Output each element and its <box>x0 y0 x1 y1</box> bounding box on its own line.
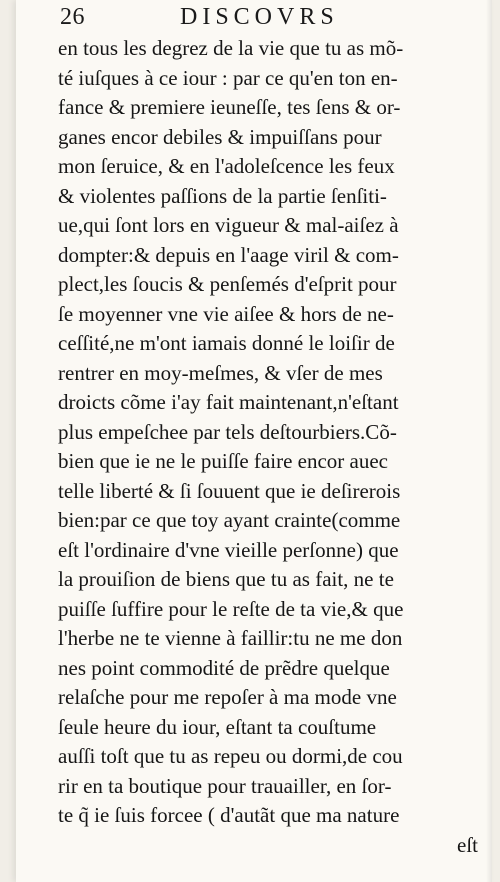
text-line: ue,qui ſont lors en vigueur & mal-aiſez à <box>58 213 399 237</box>
text-line: eſt l'ordinaire d'vne vieille perſonne) que <box>58 537 399 562</box>
text-line: ganes encor debiles & impuiſſans pour <box>58 124 382 149</box>
text-line: telle liberté & ſi ſouuent que ie deſirerois <box>58 478 401 503</box>
text-line: té iuſques à ce iour : par ce qu'en ton en- <box>58 65 398 90</box>
text-line: & violentes paſſions de la partie ſenſiti- <box>58 183 387 208</box>
running-head: DISCOVRS <box>180 4 339 30</box>
text-line: plus empeſchee par tels deſtourbiers.Cõ- <box>58 419 397 444</box>
text-line: en tous les degrez de la vie que tu as mõ- <box>58 36 404 60</box>
body-text <box>58 34 488 860</box>
text-line: la prouiſion de biens que tu as fait, ne te <box>58 567 394 591</box>
text-line: puiſſe ſuffire pour le reſte de ta vie,& que <box>58 596 404 621</box>
page-edge-shade <box>486 0 492 882</box>
text-line: ſe moyenner vne vie aiſee & hors de ne- <box>58 301 394 326</box>
text-line: ſeule heure du iour, eſtant ta couſtume <box>58 714 377 739</box>
text-line: mon ſeruice, & en l'adoleſcence les feux <box>58 154 395 178</box>
text-line: bien que ie ne le puiſſe faire encor auec <box>58 449 388 473</box>
text-line: relaſche pour me repoſer à ma mode vne <box>58 685 397 709</box>
catchword: eſt <box>457 832 478 857</box>
text-line: droicts cõme i'ay fait maintenant,n'eſtant <box>58 390 399 414</box>
text-line: te q̃ ie ſuis forcee ( d'autãt que ma nature <box>58 803 400 827</box>
text-line: l'herbe ne te vienne à faillir:tu ne me don <box>58 626 403 650</box>
page-number: 26 <box>60 4 85 30</box>
text-line: ceſſité,ne m'ont iamais donné le loiſir de <box>58 331 395 355</box>
text-line: fance & premiere ieuneſſe, tes ſens & or- <box>58 95 401 119</box>
page-header <box>60 4 476 34</box>
text-line: rir en ta boutique pour trauailler, en ſor- <box>58 773 392 798</box>
text-line: nes point commodité de prẽdre quelque <box>58 655 390 680</box>
text-line: bien:par ce que toy ayant crainte(comme <box>58 508 401 532</box>
text-line: auſſi toſt que tu as repeu ou dormi,de cou <box>58 744 403 768</box>
text-line: dompter:& depuis en l'aage viril & com- <box>58 242 399 267</box>
book-page <box>16 0 492 882</box>
text-line: rentrer en moy-meſmes, & vſer de mes <box>58 360 383 385</box>
text-line: plect,les ſoucis & penſemés d'eſprit pour <box>58 272 397 296</box>
